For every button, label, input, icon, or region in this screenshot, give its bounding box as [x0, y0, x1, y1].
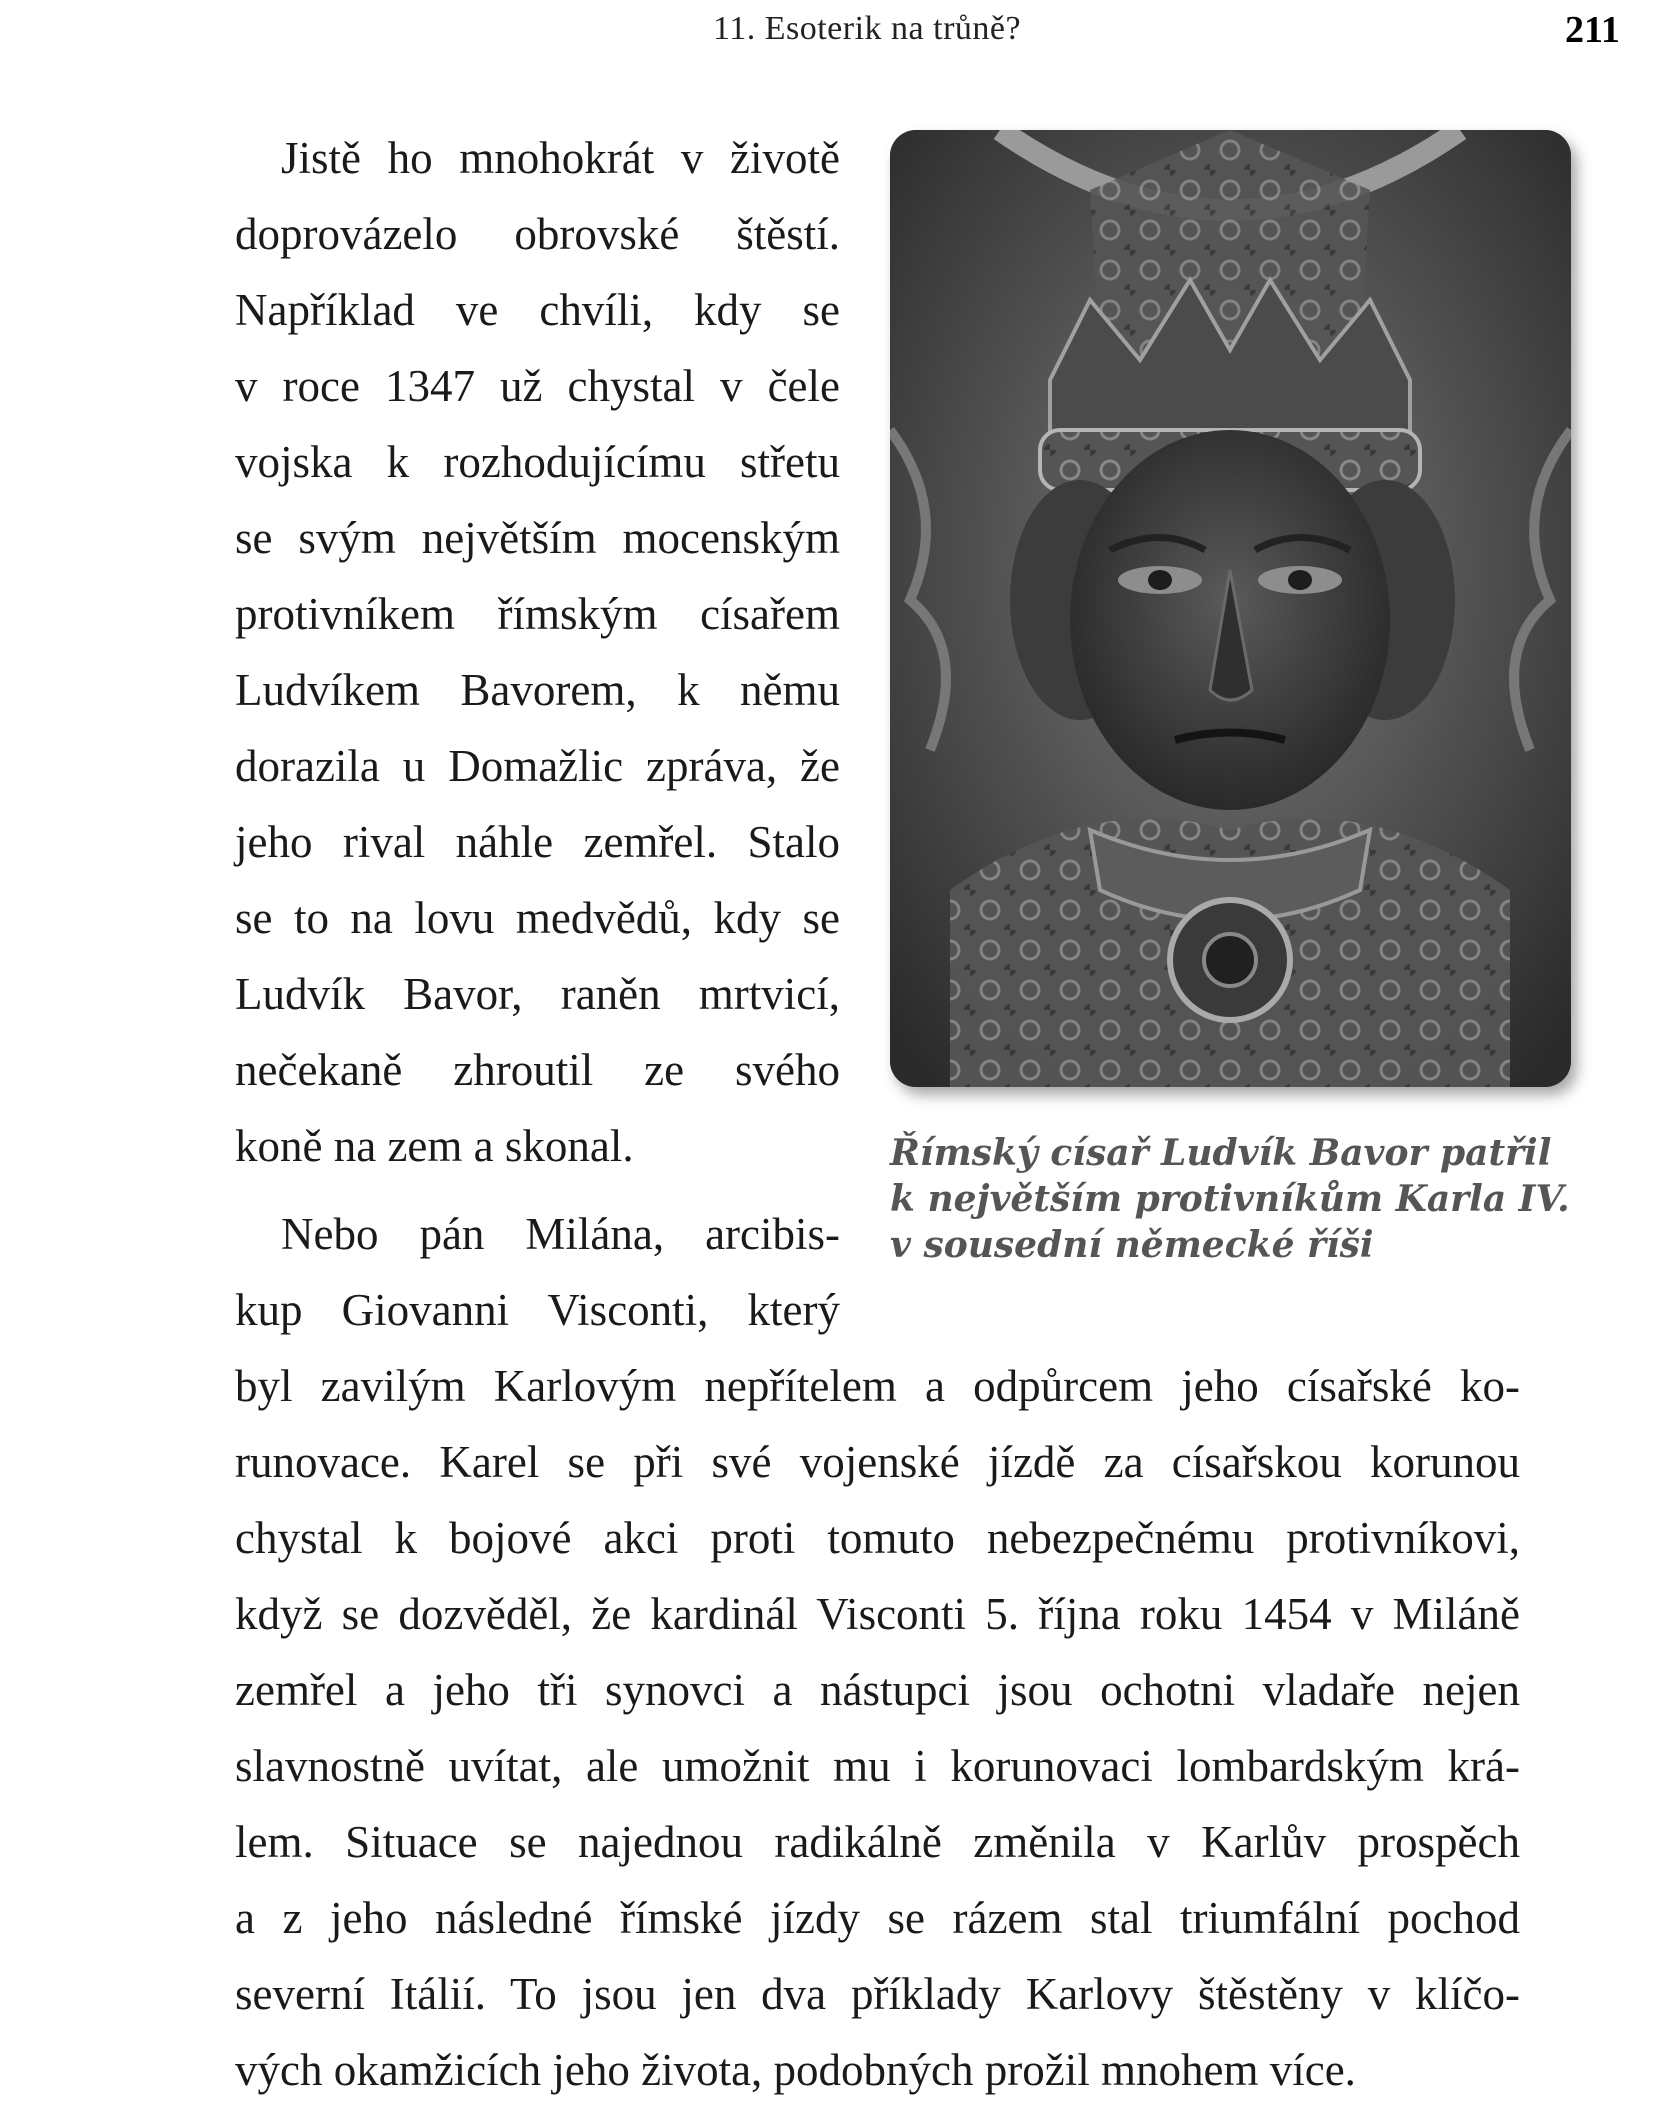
caption-line: Římský císař Ludvík Bavor patřil: [890, 1132, 1552, 1174]
paragraph-2: [235, 1196, 840, 1348]
text-line: runovace. Karel se při své vojenské jízdě za císařskou korunou: [235, 1437, 1520, 1487]
text-line: Nebo pán Milána, arcibis-: [281, 1209, 840, 1259]
text-line: koně na zem a skonal.: [235, 1121, 634, 1171]
page-number: 211: [1565, 9, 1620, 51]
text-line: kup Giovanni Visconti, který: [235, 1285, 840, 1335]
text-line: doprovázelo obrovské štěstí.: [235, 209, 840, 259]
text-line: protivníkem římským císařem: [235, 589, 840, 639]
portrait-photo: [890, 130, 1571, 1087]
text-line: dorazila u Domažlic zpráva, že: [235, 741, 840, 791]
text-line: zemřel a jeho tři synovci a nástupci jsou ochotni vladaře nejen: [235, 1665, 1520, 1715]
text-line: slavnostně uvítat, ale umožnit mu i korunovaci lombardským krá-: [235, 1741, 1520, 1791]
caption-line: k největším protivníkům Karla IV.: [890, 1178, 1570, 1220]
text-line: Ludvíkem Bavorem, k němu: [235, 665, 840, 715]
text-line: Jistě ho mnohokrát v životě: [281, 133, 840, 183]
text-line: v roce 1347 už chystal v čele: [235, 361, 840, 411]
text-line: se svým největším mocenským: [235, 513, 840, 563]
text-line: nečekaně zhroutil ze svého: [235, 1045, 840, 1095]
figure-caption: [890, 1130, 1570, 1268]
text-line: vojska k rozhodujícímu střetu: [235, 437, 840, 487]
running-header: 11. Esoterik na trůně?: [713, 10, 1022, 47]
text-line: se to na lovu medvědů, kdy se: [235, 893, 840, 943]
text-line: vých okamžicích jeho života, podobných prožil mnohem více.: [235, 2045, 1356, 2095]
text-line: Ludvík Bavor, raněn mrtvicí,: [235, 969, 840, 1019]
paragraph-1: [235, 120, 840, 1184]
text-line: jeho rival náhle zemřel. Stalo: [235, 817, 840, 867]
text-line: když se dozvěděl, že kardinál Visconti 5. října roku 1454 v Miláně: [235, 1589, 1520, 1639]
text-line: a z jeho následné římské jízdy se rázem stal triumfální pochod: [235, 1893, 1520, 1943]
paragraph-3: [235, 1348, 1520, 2108]
text-line: chystal k bojové akci proti tomuto nebezpečnému protivníkovi,: [235, 1513, 1520, 1563]
text-line: severní Itálií. To jsou jen dva příklady Karlovy štěstěny v klíčo-: [235, 1969, 1520, 2019]
text-line: Například ve chvíli, kdy se: [235, 285, 840, 335]
caption-line: v sousední německé říši: [890, 1224, 1374, 1266]
text-line: lem. Situace se najednou radikálně změnila v Karlův prospěch: [235, 1817, 1520, 1867]
text-line: byl zavilým Karlovým nepřítelem a odpůrcem jeho císařské ko-: [235, 1361, 1520, 1411]
